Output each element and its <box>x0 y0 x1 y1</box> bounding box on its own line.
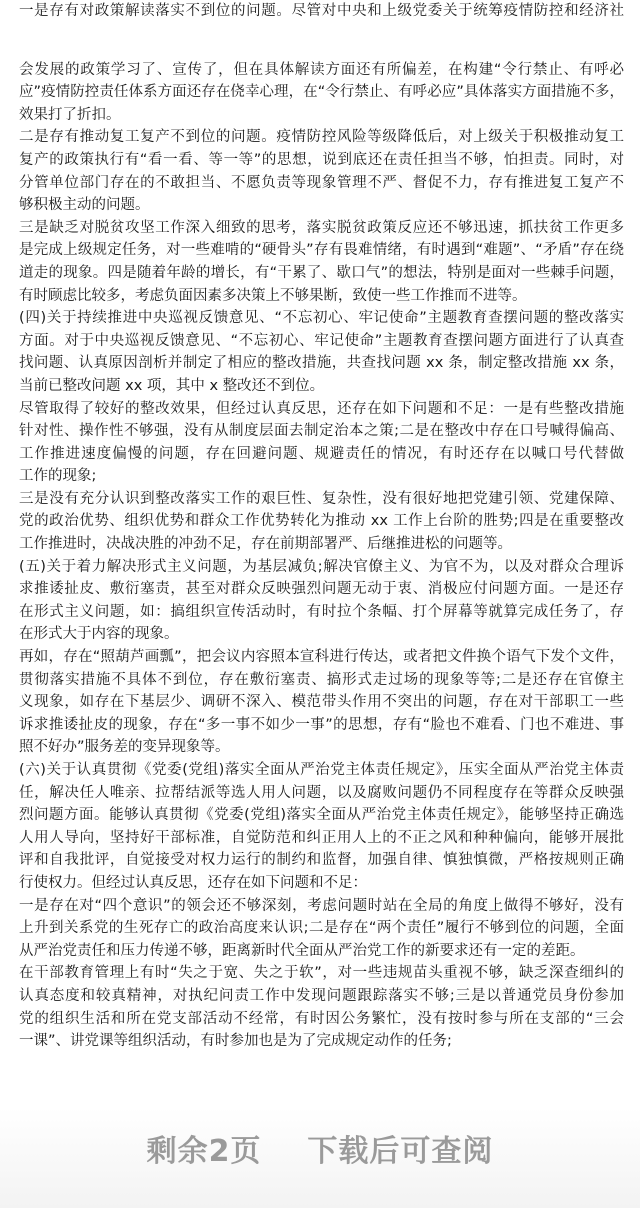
text-line: (五)关于着力解决形式主义问题，为基层减负;解决官僚主义、为官不为，以及对群众合理诉 <box>19 558 624 575</box>
text-line: 党的组织生活和所在党支部活动不经常，有时因公务繁忙，没有按时参与所在支部的“三会 <box>19 1010 624 1027</box>
text-line: 上升到关系党的生死存亡的政治高度来认识;二是存在“两个责任”履行不够到位的问题，全面 <box>19 920 624 937</box>
text-line: 烈问题方面。能够认真贯彻《党委(党组)落实全面从严治党主体责任规定》，能够坚持正确选 <box>19 807 624 824</box>
text-line: (六)关于认真贯彻《党委(党组)落实全面从严治党主体责任规定》，压实全面从严治党主体责 <box>19 762 624 778</box>
text-line: 党的政治优势、组织优势和群众工作优势转化为推动 xx 工作上台阶的胜势;四是在重要整改 <box>19 513 624 530</box>
text-line: 工作推进时，决战决胜的冲劲不足，存在前期部署严、后继推进松的问题等。 <box>19 536 512 553</box>
text-line: 人用人导向，坚持好干部标准，自觉防范和纠正用人上的不正之风和种种偏向，能够开展批 <box>19 829 624 846</box>
text-line: 有时顾虑比较多，考虑负面因素多决策上不够果断，致使一些工作推而不进等。 <box>19 287 527 304</box>
text-line: 工作的现象; <box>19 468 97 485</box>
text-line: 尽管取得了较好的整改效果，但经过认真反思，还存在如下问题和不足：一是有些整改措施 <box>19 400 624 417</box>
document-body <box>19 0 624 1053</box>
text-line: 当前已整改问题 xx 项，其中 x 整改还不到位。 <box>19 377 325 394</box>
text-line: 针对性、操作性不够强，没有从制度层面去制定治本之策;二是在整改中存在口号喊得偏高、 <box>19 423 624 440</box>
text-line: 求推诿扯皮、敷衍塞责，甚至对群众反映强烈问题无动于衷、消极应付问题方面。一是还存 <box>19 581 624 598</box>
text-line: 三是没有充分认识到整改落实工作的艰巨性、复杂性，没有很好地把党建引领、党建保障、 <box>19 490 624 507</box>
download-banner[interactable] <box>0 1108 640 1208</box>
text-line: 二是存有推动复工复产不到位的问题。疫情防控风险等级降低后，对上级关于积极推动复工 <box>19 129 624 146</box>
paragraph-gap <box>19 23 624 59</box>
text-line: 认真态度和较真精神，对执纪问责工作中发现问题跟踪落实不够;三是以普通党员身份参加 <box>19 987 624 1004</box>
text-line: 一是存在对“四个意识”的领会还不够深刻，考虑问题时站在全局的角度上做得不够好，没有 <box>19 897 624 914</box>
text-line: 照不好办”服务差的变异现象等。 <box>19 739 230 756</box>
text-line: 分管单位部门存在的不敢担当、不愿负责等现象管理不严、督促不力，存有推进复工复产不 <box>19 174 624 191</box>
text-line: 三是缺乏对脱贫攻坚工作深入细致的思考，落实脱贫政策反应还不够迅速，抓扶贫工作更多 <box>19 219 624 236</box>
text-line: 诉求推诿扯皮的现象，存在“多一事不如少一事”的思想，存有“脸也不难看、门也不难进、事 <box>19 716 624 733</box>
text-line: 会发展的政策学习了、宣传了，但在具体解读方面还有所偏差，在构建“令行禁止、有呼必 <box>19 61 624 78</box>
text-line: 任，解决任人唯亲、拉帮结派等选人用人问题，以及腐败问题仍不同程度存在等群众反映强 <box>19 784 624 801</box>
text-line: 道走的现象。四是随着年龄的增长，有“干累了、歇口气”的想法，特别是面对一些棘手问题， <box>19 264 624 281</box>
text-line: 一是存有对政策解读落实不到位的问题。尽管对中央和上级党委关于统筹疫情防控和经济社 <box>19 3 624 19</box>
text-line: 够积极主动的问题。 <box>19 197 150 214</box>
text-line: 复产的政策执行有“看一看、等一等”的思想，说到底还在责任担当不够，怕担责。同时，对 <box>19 151 624 168</box>
text-line: 行使权力。但经过认真反思，还存在如下问题和不足： <box>19 874 367 891</box>
text-line: 再如，存在“照葫芦画瓢”，把会议内容照本宣科进行传达，或者把文件换个语气下发个文件， <box>19 649 624 666</box>
text-line: (四)关于持续推进中央巡视反馈意见、“不忘初心、牢记使命”主题教育查摆问题的整改落实 <box>19 310 624 327</box>
text-line: 效果打了折扣。 <box>19 106 121 123</box>
text-line: 义现象，如存在下基层少、调研不深入、模范带头作用不突出的问题，存在对干部职工一些 <box>19 694 624 711</box>
text-line: 找问题、认真原因剖析并制定了相应的整改措施，共查找问题 xx 条，制定整改措施 xx 条， <box>19 355 624 372</box>
text-line: 在形式主义问题，如：搞组织宣传活动时，有时拉个条幅、打个屏幕等就算完成任务了，存 <box>19 603 624 620</box>
text-line: 工作推进速度偏慢的问题，存在回避问题、规避责任的情况，有时还存在以喊口号代替做 <box>19 445 624 462</box>
text-line: 方面。对于中央巡视反馈意见、“不忘初心、牢记使命”主题教育查摆问题方面进行了认真查 <box>19 332 624 349</box>
text-line: 贯彻落实措施不具体不到位，存在敷衍塞责、搞形式走过场的现象等等;二是还存在官僚主 <box>19 671 624 688</box>
text-line: 从严治党责任和压力传递不够，距离新时代全面从严治党工作的新要求还有一定的差距。 <box>19 942 585 959</box>
text-line: 是完成上级规定任务，对一些难啃的“硬骨头”存有畏难情绪，有时遇到“难题”、“矛盾”存在绕 <box>19 242 624 259</box>
text-line: 一课”、讲党课等组织活动，有时参加也是为了完成规定动作的任务; <box>19 1033 452 1050</box>
text-line: 应”疫情防控责任体系方面还存在侥幸心理，在“令行禁止、有呼必应”具体落实方面措施不多， <box>19 84 624 101</box>
text-line: 在干部教育管理上有时“失之于宽、失之于软”，对一些违规苗头重视不够，缺乏深查细纠的 <box>19 965 624 982</box>
text-line: 在形式大于内容的现象。 <box>19 626 179 643</box>
text-line: 评和自我批评，自觉接受对权力运行的制约和监督，加强自律、慎独慎微，严格按规则正确 <box>19 852 624 869</box>
remaining-pages-label[interactable]: 剩余2页 下载后可查阅 <box>146 1134 494 1169</box>
